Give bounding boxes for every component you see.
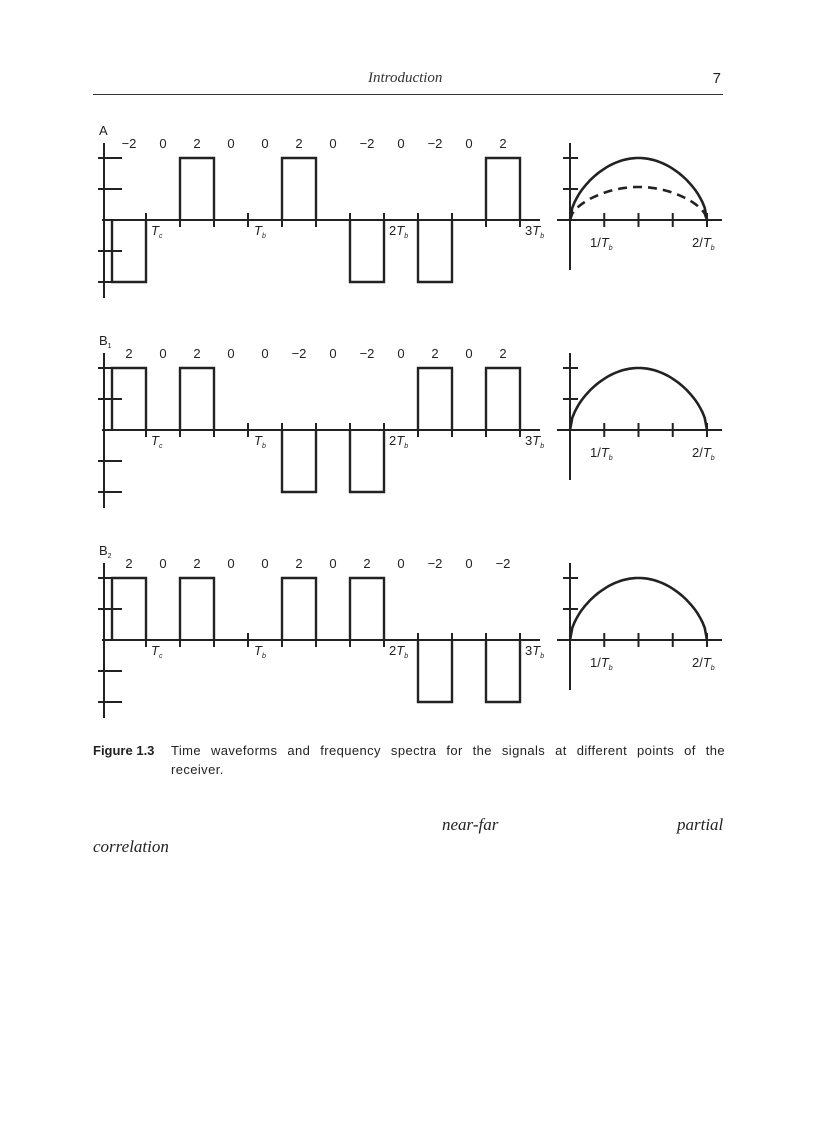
chip-value-label: 0 [397,136,405,151]
chip-value-label: 0 [159,556,167,571]
chip-value-label: 0 [261,556,269,571]
header-title: Introduction [368,70,443,86]
time-label-tb: $T_b$ [254,643,266,660]
chip-value-label: 0 [465,346,473,361]
freq-label-1-over-tb: $1/T_b$ [590,445,613,462]
chip-value-label: −2 [359,136,375,151]
chip-value-label: 2 [125,556,133,571]
chip-value-label: 0 [397,346,405,361]
chip-pulse [282,158,316,220]
chip-value-label: 2 [125,346,133,361]
chip-value-label: 2 [431,346,439,361]
body-term-partial: partial [677,815,724,834]
chip-pulse [350,578,384,640]
chip-pulse [282,578,316,640]
body-term-near-far: near-far [442,815,499,834]
body-term-correlation: correlation [93,837,169,856]
panel-label-A: A [99,123,108,138]
chip-pulse [418,368,452,430]
chip-pulse [486,158,520,220]
chip-value-label: −2 [359,346,375,361]
figure-label: Figure 1.3 [93,743,155,758]
freq-label-1-over-tb: $1/T_b$ [590,655,613,672]
chip-value-label: 0 [329,346,337,361]
freq-label-1-over-tb: $1/T_b$ [590,235,613,252]
caption-text: Time waveforms and frequency spectra for the signals at different points of the receiver. [171,743,725,777]
chip-value-label: 0 [261,346,269,361]
chip-pulse [180,158,214,220]
chip-value-label: 0 [261,136,269,151]
chip-value-label: −2 [427,136,443,151]
freq-label-2-over-tb: $2/T_b$ [692,655,715,672]
chip-pulse [282,430,316,492]
time-label-2tb: $2T_b$ [389,223,409,240]
chip-value-label: 0 [227,136,235,151]
chip-value-label: 0 [329,136,337,151]
chip-pulse [180,578,214,640]
time-label-3tb: $3T_b$ [525,433,545,450]
chip-value-label: 0 [227,346,235,361]
chip-pulse [418,220,452,282]
chip-value-label: 0 [465,556,473,571]
chip-value-label: −2 [427,556,443,571]
chip-value-label: −2 [291,346,307,361]
panel-label-B2: $B_2$ [99,543,112,560]
time-label-2tb: $2T_b$ [389,433,409,450]
chip-pulse [350,430,384,492]
time-label-tb: $T_b$ [254,223,266,240]
page-number: 7 [712,70,721,87]
chip-pulse [350,220,384,282]
spectrum-curve-solid [570,368,707,430]
chip-value-label: 2 [193,136,201,151]
time-label-tc: $T_c$ [151,433,163,450]
chip-value-label: 2 [295,556,303,571]
chip-value-label: 2 [193,556,201,571]
chip-pulse [418,640,452,702]
freq-label-2-over-tb: $2/T_b$ [692,235,715,252]
chip-value-label: 2 [499,346,507,361]
chip-pulse [180,368,214,430]
chip-value-label: 2 [295,136,303,151]
chip-value-label: 2 [193,346,201,361]
chip-pulse [486,368,520,430]
chip-value-label: 0 [159,346,167,361]
chip-value-label: 2 [499,136,507,151]
chip-value-label: 0 [397,556,405,571]
chip-value-label: 2 [363,556,371,571]
chip-value-label: 0 [159,136,167,151]
time-label-tb: $T_b$ [254,433,266,450]
chip-pulse [486,640,520,702]
time-label-2tb: $2T_b$ [389,643,409,660]
time-label-3tb: $3T_b$ [525,223,545,240]
chip-value-label: 0 [227,556,235,571]
chip-value-label: −2 [121,136,137,151]
freq-label-2-over-tb: $2/T_b$ [692,445,715,462]
spectrum-curve-solid [570,158,707,220]
time-label-tc: $T_c$ [151,223,163,240]
chip-value-label: 0 [465,136,473,151]
panel-label-B1: $B_1$ [99,333,112,350]
chip-value-label: 0 [329,556,337,571]
time-label-3tb: $3T_b$ [525,643,545,660]
time-label-tc: $T_c$ [151,643,163,660]
chip-value-label: −2 [495,556,511,571]
spectrum-curve-solid [570,578,707,640]
